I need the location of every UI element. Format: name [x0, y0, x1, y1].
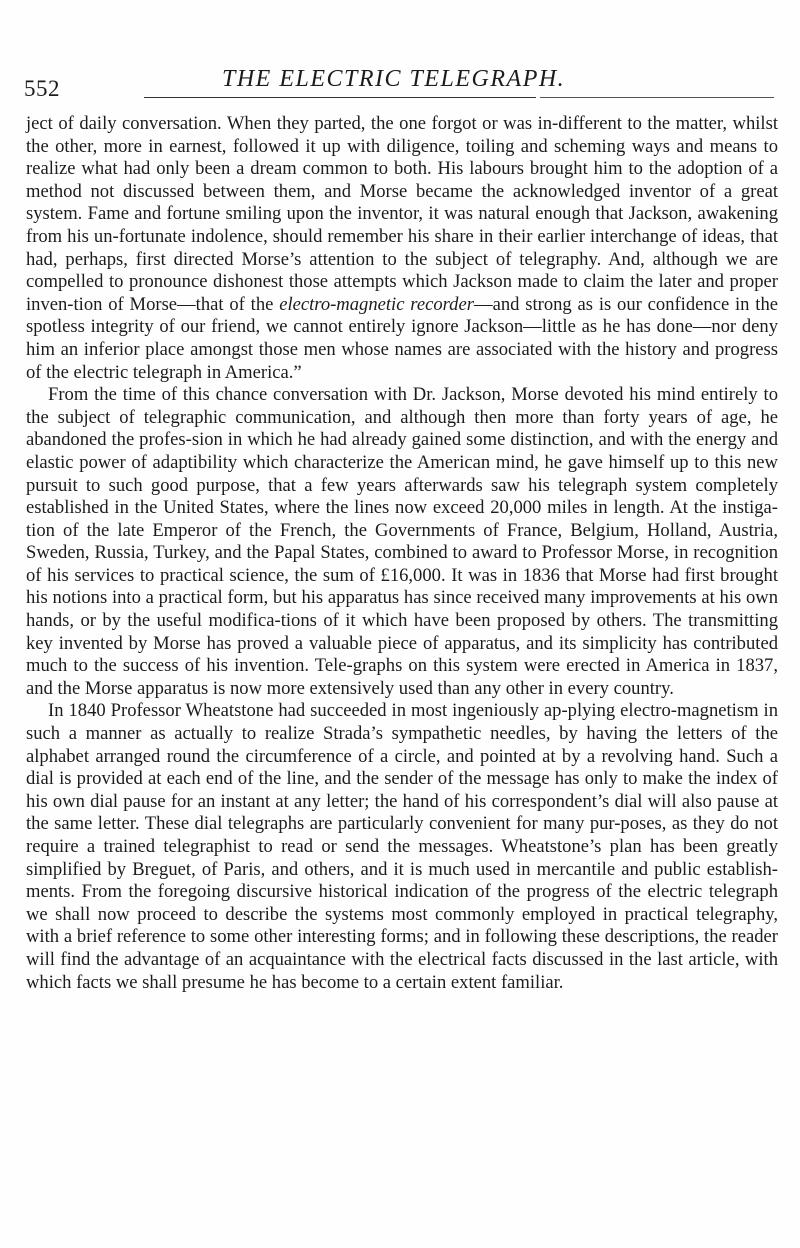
page-number: 552 — [24, 76, 60, 101]
paragraph-1-text: ject of daily conversation. When they parted, the one forgot or was in-different to the matter, whilst the other, more in earnest, followed it up with diligence, toiling and scheming ways and means to realize what had only been a dream common to both. His labours brought him to the adoption of a method not discussed between them, and Morse became the acknowledged inventor of a great system. Fame and fortune smiling upon the inventor, it was natural enough that Jackson, awakening from his un-fortunate indolence, should remember his share in their earlier interchange of ideas, that had, perhaps, first directed Morse’s attention to the subject of telegraphy. And, although we are compelled to pronounce dishonest those attempts which Jackson made to claim the later and proper inven-tion of Morse—that of the — [26, 113, 778, 315]
body-text — [26, 113, 778, 994]
running-title: THE ELECTRIC TELEGRAPH. — [222, 66, 566, 92]
header-rule — [144, 97, 536, 98]
paragraph-2: From the time of this chance conversation with Dr. Jackson, Morse devoted his mind entirely to the subject of telegraphic communication, and although then more than forty years of age, he abandoned the profes-sion in which he had already gained some distinction, and with the energy and elastic power of adaptibility which characterize the American mind, he gave himself up to this new pursuit to such good purpose, that a few years afterwards saw his telegraph system completely established in the United States, where the lines now exceed 20,000 miles in length. At the instiga-tion of the late Emperor of the French, the Governments of France, Belgium, Holland, Austria, Sweden, Russia, Turkey, and the Papal States, combined to award to Professor Morse, in recognition of his services to practical science, the sum of £16,000. It was in 1836 that Morse had first brought his notions into a practical form, but his apparatus has since received many improvements at his own hands, or by the useful modifica-tions of it which have been proposed by others. The transmitting key invented by Morse has proved a valuable piece of apparatus, and its simplicity has contributed much to the success of his invention. Tele-graphs on this system were erected in America in 1837, and the Morse apparatus is now more extensively used than any other in every country. — [26, 384, 778, 699]
italic-term: electro-magnetic recorder — [279, 293, 474, 315]
paragraph-3: In 1840 Professor Wheatstone had succeeded in most ingeniously ap-plying electro-magnetism in such a manner as actually to realize Strada’s sympathetic needles, by having the letters of the alphabet arranged round the circumference of a circle, and pointed at by a revolving hand. Such a dial is provided at each end of the line, and the sender of the message has only to make the index of his own dial pause for an instant at any letter; the hand of his correspondent’s dial will also pause at the same letter. These dial telegraphs are particularly convenient for many pur-poses, as they do not require a trained telegraphist to read or send the messages. Wheatstone’s plan has been greatly simplified by Breguet, of Paris, and others, and it is much used in mercantile and public establish-ments. From the foregoing discursive historical indication of the progress of the electric telegraph we shall now proceed to describe the systems most commonly employed in practical telegraphy, with a brief reference to some other interesting forms; and in following these descriptions, the reader will find the advantage of an acquaintance with the electrical facts discussed in the last article, with which facts we shall presume he has become to a certain extent familiar. — [26, 700, 778, 993]
header-rule-thin — [540, 97, 774, 98]
paragraph-1-text-cont: —and strong as is our confidence in the spotless integrity of our friend, we cannot entirely ignore Jackson—little as he has done—nor deny him an inferior place amongst those men whose names are associated with the history and progress of the electric telegraph in America.” — [26, 293, 779, 383]
paragraph-1 — [26, 113, 778, 384]
